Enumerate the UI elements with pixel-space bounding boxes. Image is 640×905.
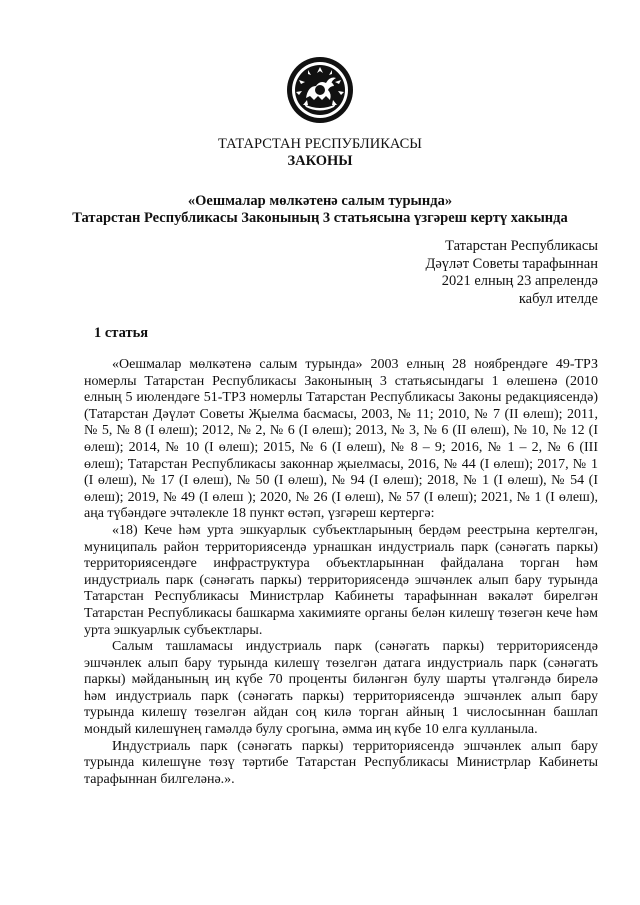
adoption-line: кабул ителде — [518, 290, 598, 307]
republic-heading: ТАТАРСТАН РЕСПУБЛИКАСЫ — [218, 136, 422, 152]
adoption-line: 2021 елның 23 апрелендә — [441, 273, 598, 289]
coat-of-arms-icon — [286, 56, 354, 124]
paragraph: Индустриаль парк (сәнәгать паркы) территориясендә эшчәнлек алып бару турында килешүне төзү тәртибе Татарстан Республикасы Министрлар Кабинеты тарафыннан билгеләнә.». — [84, 738, 598, 787]
law-title-line1: «Оешмалар мөлкәтенә салым турында» — [187, 193, 453, 209]
article-heading: 1 статья — [94, 325, 149, 341]
paragraph: Салым ташламасы индустриаль парк (сәнәгать паркы) территориясендә эшчәнлек алып бару турында килешү төзелгән датага индустриаль парк (сәнәгать паркы) мәйданының иң күбе 70 проценты биләнгән булу шарты үтәлгәндә бирелә һәм индустриаль парк (сәнәгать паркы) территориясендә эшчәнлек алып бару турында килешү төзелгән айдан соң килә торган айның 1 числосыннан башлап мондый килешүнең гамәлдә булу срогына, әмма иң күбе 10 елга кулланыла. — [84, 639, 598, 738]
paragraph: «18) Кече һәм урта эшкуарлык субъектларының бердәм реестрына кертелгән, муниципаль район территориясендә урнашкан индустриаль парк (сәнәгать паркы) территориясендәге инфраструктура объектларыннан файдалана торган һәм индустриаль парк (сәнәгать паркы) территориясендә эшчәнлек алып бару турында Татарстан Республикасы Министрлар Кабинеты тарафыннан вәкаләт бирелгән Татарстан Республикасы башкарма хакимияте органы белән килешү төзегән кече һәм урта эшкуарлык субъектлары. — [84, 522, 598, 638]
law-title-line2: Татарстан Республикасы Законының 3 статьясына үзгәреш кертү хакында — [72, 210, 568, 226]
law-heading: ЗАКОНЫ — [287, 153, 353, 169]
adoption-line: Дәүләт Советы тарафыннан — [425, 255, 598, 272]
paragraph: «Оешмалар мөлкәтенә салым турында» 2003 елның 28 ноябрендәге 49-ТРЗ номерлы Татарстан Республикасы Законының 3 статьясындагы 1 өлешенә (2010 елның 5 июлендәге 51-ТРЗ номерлы Татарстан Республикасы Законы редакциясендә) (Татарстан Дәүләт Советы Җыелма басмасы, 2003, № 11; 2010, № 7 (II өлеш); 2011, № 5, № 8 (I өлеш); 2012, № 2, № 6 (I өлеш); 2013, № 3, № 6 (II өлеш), № 10, № 12 (I өлеш); 2014, № 10 (I өлеш); 2015, № 6 (I өлеш), № 8 – 9; 2016, № 1 – 2, № 6 (III өлеш); Татарстан Республикасы законнар җыелмасы, 2016, № 44 (I өлеш); 2017, № 1 (I өлеш), № 17 (I өлеш), № 50 (I өлеш), № 94 (I өлеш); 2018, № 1 (I өлеш), № 54 (I өлеш); 2019, № 49 (I өлеш ); 2020, № 26 (I өлеш), № 57 (I өлеш); 2021, № 1 (I өлеш), аңа түбәндәге эчтәлекле 18 пункт өстәп, үзгәреш кертергә: — [84, 357, 598, 522]
adoption-note — [425, 238, 598, 308]
article-body — [84, 357, 598, 788]
adoption-line: Татарстан Республикасы — [445, 238, 598, 254]
